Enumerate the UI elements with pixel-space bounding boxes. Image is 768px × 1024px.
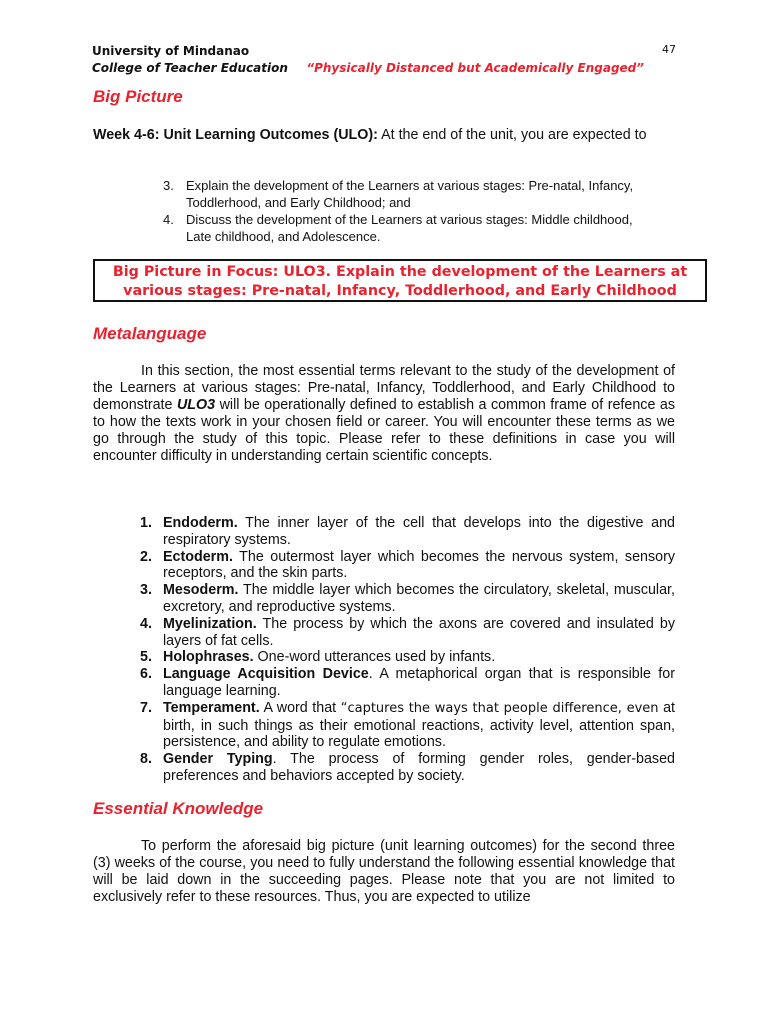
term-name: Ectoderm. [163, 548, 233, 565]
big-picture-heading: Big Picture [93, 87, 183, 106]
essential-knowledge-paragraph: To perform the aforesaid big picture (unit learning outcomes) for the second three (3) weeks of the course, you need to fully understand the following essential knowledge that will be laid down in the succeeding pages. Please note that you are not limited to exclusively refer to these resources. Thus, you are expected to utilize [93, 838, 675, 905]
term-item [0, 582, 768, 616]
ulo-label: Week 4-6: Unit Learning Outcomes (ULO): [93, 127, 378, 143]
term-item [0, 700, 768, 751]
term-number: 1. [140, 515, 152, 531]
term-item [0, 649, 768, 666]
outcome-line: Discuss the development of the Learners at various stages: Middle childhood, [186, 212, 633, 227]
outcome-line: Late childhood, and Adolescence. [186, 229, 381, 244]
university-name: University of Mindanao [92, 44, 250, 58]
outcomes-list [0, 177, 768, 245]
term-definition: One-word utterances used by infants. [253, 649, 496, 666]
term-number: 5. [140, 649, 152, 666]
term-quote: “captures the ways that people difference, even [340, 700, 659, 716]
focus-line: various stages: Pre-natal, Infancy, Toddlerhood, and Early Childhood [123, 283, 677, 299]
ulo3-emphasis: ULO3 [176, 397, 216, 413]
term-name: Gender Typing [163, 751, 273, 768]
term-item [0, 666, 768, 700]
big-picture-focus-box [93, 259, 707, 302]
para-text: will be operationally defined to establish a common frame of refence as to how the texts work in your chosen field or career. You will encounter these terms as we go through the study of this topic. Please refer to these definitions in case you will encounter difficulty in understanding certain scientific concepts. [93, 397, 675, 464]
outcome-number: 4. [163, 212, 174, 227]
term-number: 8. [140, 751, 152, 768]
para-text: In this section, the most essential terms relevant to the study of the development of the Learners at various stages: Pre-natal, Infancy, Toddlerhood, and Early Childhood to demonstrate [93, 363, 675, 413]
term-item [0, 751, 768, 785]
metalanguage-paragraph [93, 363, 675, 465]
term-definition: . The process of forming gender roles, gender-based preferences and behaviors accepted by society. [163, 751, 675, 784]
term-definition: The outermost layer which becomes the nervous system, sensory receptors, and the skin parts. [163, 548, 675, 582]
outcome-line: Explain the development of the Learners at various stages: Pre-natal, Infancy, [186, 178, 634, 193]
term-definition: The middle layer which becomes the circulatory, skeletal, muscular, excretory, and reproductive systems. [163, 582, 675, 615]
term-item [0, 616, 768, 650]
term-item [0, 515, 768, 549]
term-name: Holophrases. [163, 649, 254, 666]
term-name: Language Acquisition Device [163, 666, 369, 683]
outcome-line: Toddlerhood, and Early Childhood; and [186, 195, 411, 210]
term-definition: The inner layer of the cell that develops into the digestive and respiratory systems. [163, 515, 675, 548]
motto: “Physically Distanced but Academically Engaged” [306, 61, 644, 75]
term-definition: at birth, in such things as their emotional reactions, activity level, attention span, persistence, and ability to regulate emotions. [163, 699, 676, 751]
outcome-item [0, 177, 768, 211]
term-number: 7. [140, 699, 152, 716]
metalanguage-heading: Metalanguage [93, 324, 207, 343]
college-name: College of Teacher Education [92, 61, 288, 75]
term-name: Endoderm. [163, 515, 238, 531]
ulo-text: At the end of the unit, you are expected to [377, 127, 647, 143]
term-name: Myelinization. [163, 615, 257, 632]
focus-line: Big Picture in Focus: ULO3. Explain the development of the Learners at [112, 264, 688, 280]
page-number: 47 [662, 43, 676, 56]
term-definition: A word that [259, 699, 341, 716]
term-number: 2. [140, 548, 152, 565]
term-definition: The process by which the axons are covered and insulated by layers of fat cells. [163, 615, 675, 649]
essential-knowledge-heading: Essential Knowledge [93, 799, 264, 818]
term-name: Temperament. [163, 699, 260, 716]
term-name: Mesoderm. [163, 582, 239, 599]
term-definition: . A metaphorical organ that is responsible for language learning. [163, 666, 675, 699]
term-number: 4. [140, 615, 152, 632]
terms-list [0, 515, 768, 785]
term-number: 6. [140, 666, 152, 683]
ulo-intro [93, 127, 675, 144]
term-number: 3. [140, 582, 152, 599]
outcome-item [0, 211, 768, 245]
outcome-number: 3. [163, 178, 174, 193]
term-item [0, 549, 768, 583]
